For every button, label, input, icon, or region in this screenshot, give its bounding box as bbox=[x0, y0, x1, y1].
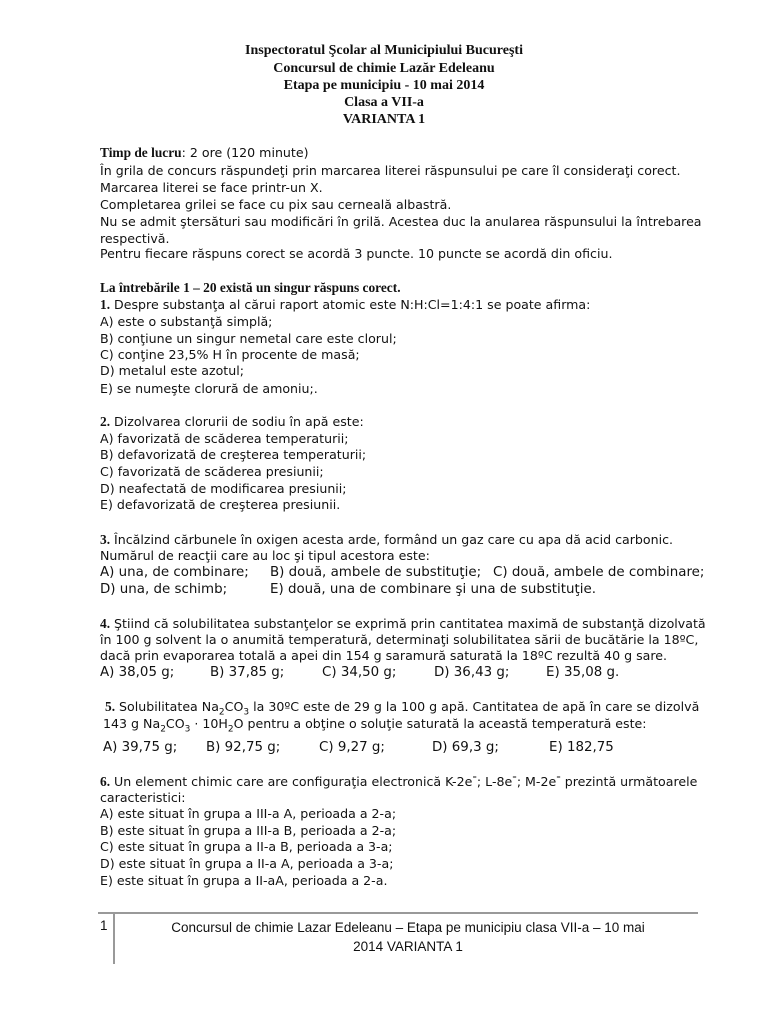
question-text: Solubilitatea Na bbox=[115, 699, 219, 714]
subscript: 2 bbox=[160, 724, 166, 735]
question-text: Despre substanţa al cărui raport atomic este N:H:Cl=1:4:1 se poate afirma: bbox=[110, 297, 591, 312]
question-5 bbox=[105, 699, 700, 718]
question-number: 5. bbox=[105, 699, 116, 714]
q5-option-c: C) 9,27 g; bbox=[319, 740, 385, 755]
question-number: 2. bbox=[100, 414, 111, 429]
question-text: O pentru a obţine o soluţie saturată la această temperatură este: bbox=[233, 716, 647, 731]
question-text: prezintă următoarele bbox=[560, 774, 698, 789]
q4-option-e: E) 35,08 g. bbox=[546, 665, 620, 680]
q2-option-a: A) favorizată de scăderea temperaturii; bbox=[100, 431, 349, 446]
instruction-1: În grila de concurs răspundeţi prin marcarea literei răspunsului pe care îl consideraţi corect. bbox=[100, 163, 681, 178]
q2-option-d: D) neafectată de modificarea presiunii; bbox=[100, 481, 347, 496]
question-text: Ştiind că solubilitatea substanţelor se exprimă prin cantitatea maximă de substanţă dizolvată bbox=[110, 616, 706, 631]
q4-option-a: A) 38,05 g; bbox=[100, 665, 175, 680]
footer-text bbox=[118, 918, 698, 956]
q6-option-a: A) este situat în grupa a III-a A, perioada a 2-a; bbox=[100, 806, 397, 821]
question-text: CO bbox=[224, 699, 244, 714]
question-text: Încălzind cărbunele în oxigen acesta arde, formând un gaz care cu apa dă acid carbonic. bbox=[110, 532, 674, 547]
instruction-3: Completarea grilei se face cu pix sau cerneală albastră. bbox=[100, 197, 452, 212]
question-number: 3. bbox=[100, 532, 111, 547]
question-text: Dizolvarea clorurii de sodiu în apă este: bbox=[110, 414, 364, 429]
page-number: 1 bbox=[100, 918, 108, 933]
q1-option-a: A) este o substanţă simplă; bbox=[100, 314, 273, 329]
q5-option-a: A) 39,75 g; bbox=[103, 740, 178, 755]
q6-option-b: B) este situat în grupa a III-a B, perioada a 2-a; bbox=[100, 823, 397, 838]
question-text: · 10H bbox=[190, 716, 228, 731]
q6-option-c: C) este situat în grupa a II-a B, perioada a 3-a; bbox=[100, 839, 393, 854]
subscript: 2 bbox=[227, 724, 234, 735]
q3-option-a: A) una, de combinare; bbox=[100, 565, 249, 580]
header-contest: Concursul de chimie Lazăr Edeleanu bbox=[273, 61, 495, 76]
question-6 bbox=[100, 768, 698, 789]
header-stage: Etapa pe municipiu - 10 mai 2014 bbox=[283, 78, 485, 93]
superscript: - bbox=[512, 768, 517, 784]
subscript: 2 bbox=[218, 707, 225, 718]
footer-divider bbox=[98, 912, 698, 914]
q3-option-b: B) două, ambele de substituţie; bbox=[270, 565, 482, 580]
instruction-6: Pentru fiecare răspuns corect se acordă 3 puncte. 10 puncte se acordă din oficiu. bbox=[100, 246, 613, 261]
q4-option-d: D) 36,43 g; bbox=[434, 665, 510, 680]
question-text: la 30ºC este de 29 g la 100 g apă. Cantitatea de apă în care se dizolvă bbox=[249, 699, 700, 714]
header-class: Clasa a VII-a bbox=[344, 95, 424, 110]
q3-option-c: C) două, ambele de combinare; bbox=[493, 565, 705, 580]
q2-option-b: B) defavorizată de creşterea temperaturii; bbox=[100, 447, 367, 462]
q6-option-e: E) este situat în grupa a II-aA, perioada a 2-a. bbox=[100, 873, 388, 888]
question-4 bbox=[100, 616, 706, 631]
time-value: : 2 ore (120 minute) bbox=[181, 145, 309, 160]
header-variant: VARIANTA 1 bbox=[342, 112, 426, 127]
q4-option-b: B) 37,85 g; bbox=[210, 665, 285, 680]
q5-option-b: B) 92,75 g; bbox=[206, 740, 281, 755]
time-line bbox=[100, 145, 309, 160]
q1-option-e: E) se numeşte clorură de amoniu;. bbox=[100, 381, 318, 396]
question-6-text-2: caracteristici: bbox=[100, 790, 186, 805]
subscript: 3 bbox=[243, 707, 250, 718]
question-number: 4. bbox=[100, 616, 111, 631]
superscript: - bbox=[472, 768, 477, 784]
footer-line-1: Concursul de chimie Lazar Edeleanu – Etapa pe municipiu clasa VII-a – 10 mai bbox=[171, 920, 645, 935]
question-text: 143 g Na bbox=[103, 716, 161, 731]
instruction-2: Marcarea literei se face printr-un X. bbox=[100, 180, 323, 195]
footer-vertical-divider bbox=[113, 912, 115, 964]
q2-option-e: E) defavorizată de creşterea presiunii. bbox=[100, 497, 341, 512]
question-4-text-3: dacă prin evaporarea totală a apei din 154 g saramură saturată la 18ºC rezultă 40 g sare. bbox=[100, 648, 668, 663]
q1-option-d: D) metalul este azotul; bbox=[100, 363, 244, 378]
q4-option-c: C) 34,50 g; bbox=[322, 665, 397, 680]
q2-option-c: C) favorizată de scăderea presiunii; bbox=[100, 464, 324, 479]
superscript: - bbox=[556, 768, 561, 784]
question-number: 1. bbox=[100, 297, 111, 312]
question-text: ; L-8e bbox=[476, 774, 513, 789]
question-4-text-2: în 100 g solvent la o anumită temperatură, determinaţi solubilitatea sării de bucătărie la 18ºC, bbox=[100, 632, 699, 647]
question-5-text-2 bbox=[103, 716, 647, 735]
instruction-4: Nu se admit ştersături sau modificări în grilă. Acestea duc la anularea răspunsului la întrebarea bbox=[100, 214, 702, 229]
instruction-5: respectivă. bbox=[100, 231, 170, 246]
subscript: 3 bbox=[184, 724, 191, 735]
question-3 bbox=[100, 532, 673, 547]
question-3-text-2: Numărul de reacţii care au loc şi tipul acestora este: bbox=[100, 548, 430, 563]
q3-option-d: D) una, de schimb; bbox=[100, 582, 228, 597]
footer-line-2: 2014 VARIANTA 1 bbox=[353, 939, 463, 954]
q3-option-e: E) două, una de combinare şi una de substituţie. bbox=[270, 582, 596, 597]
question-text: CO bbox=[165, 716, 185, 731]
q1-option-b: B) conţiune un singur nemetal care este clorul; bbox=[100, 331, 397, 346]
time-label: Timp de lucru bbox=[100, 145, 182, 160]
q5-option-d: D) 69,3 g; bbox=[432, 740, 499, 755]
question-number: 6. bbox=[100, 774, 111, 789]
question-text: Un element chimic care are configuraţia electronică K-2e bbox=[110, 774, 473, 789]
question-1 bbox=[100, 297, 590, 312]
q6-option-d: D) este situat în grupa a II-a A, perioada a 3-a; bbox=[100, 856, 394, 871]
header-inspectorate: Inspectoratul Şcolar al Municipiului Bucureşti bbox=[245, 43, 523, 58]
question-2 bbox=[100, 414, 364, 429]
q1-option-c: C) conţine 23,5% H în procente de masă; bbox=[100, 347, 360, 362]
section-title: La întrebările 1 – 20 există un singur răspuns corect. bbox=[100, 280, 401, 295]
question-text: ; M-2e bbox=[516, 774, 557, 789]
q5-option-e: E) 182,75 bbox=[549, 740, 614, 755]
